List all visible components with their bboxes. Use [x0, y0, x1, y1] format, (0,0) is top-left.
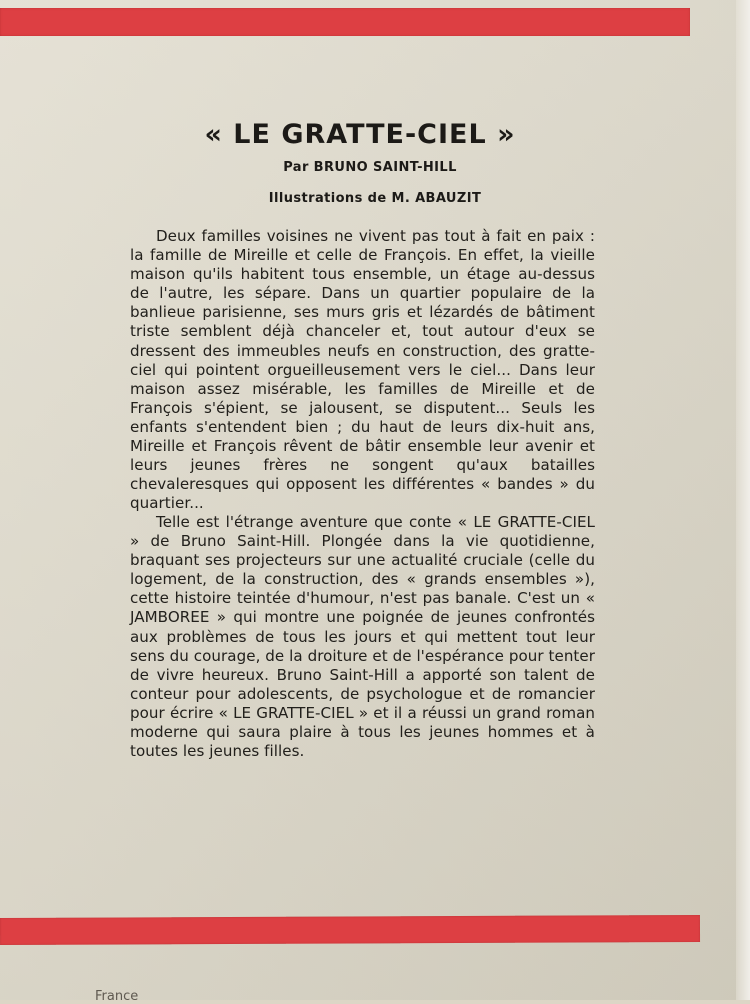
- author-line: Par BRUNO SAINT-HILL: [283, 160, 457, 175]
- top-red-stripe: [0, 8, 690, 36]
- summary-paragraph-1: Deux familles voisines ne vivent pas tout à fait en paix : la famille de Mireille et celle de François. En effet, la vieille maison qu'ils habitent tous ensemble, un étage au-dessus de l'autre, les sépare. Dans un quartier populaire de la banlieue parisienne, ses murs gris et lézardés de bâtiment triste semblent déjà chanceler et, tout autour d'eux se dressent des immeubles neufs en construction, des gratte-ciel qui pointent orgueilleusement vers le ciel... Dans leur maison assez misérable, les familles de Mireille et de François s'épient, se jalousent, se disputent... Seuls les enfants s'entendent bien ; du haut de leurs dix-huit ans, Mireille et François rêvent de bâtir ensemble leur avenir et leurs jeunes frères ne songent qu'aux batailles chevaleresques qui opposent les différentes « bandes » du quartier...: [130, 227, 595, 513]
- cropped-bottom-text: France: [95, 989, 139, 1004]
- summary-paragraph-2: Telle est l'étrange aventure que conte « LE GRATTE-CIEL » de Bruno Saint-Hill. Plongée dans la vie quotidienne, braquant ses projecteurs sur une actualité cruciale (celle du logement, de la construction, des « grands ensembles »), cette histoire teintée d'humour, n'est pas banale. C'est un « JAMBOREE » qui montre une poignée de jeunes confrontés aux problèmes de tous les jours et qui mettent tout leur sens du courage, de la droiture et de l'espérance pour tenter de vivre heureux. Bruno Saint-Hill a apporté son talent de conteur pour adolescents, de psychologue et de romancier pour écrire « LE GRATTE-CIEL » et il a réussi un grand roman moderne qui saura plaire à tous les jeunes hommes et à toutes les jeunes filles.: [130, 513, 595, 761]
- bottom-red-stripe: [0, 915, 700, 945]
- page-edge-shadow: [736, 0, 750, 1000]
- illustrations-line: Illustrations de M. ABAUZIT: [268, 191, 482, 206]
- book-title: « LE GRATTE-CIEL »: [204, 119, 516, 150]
